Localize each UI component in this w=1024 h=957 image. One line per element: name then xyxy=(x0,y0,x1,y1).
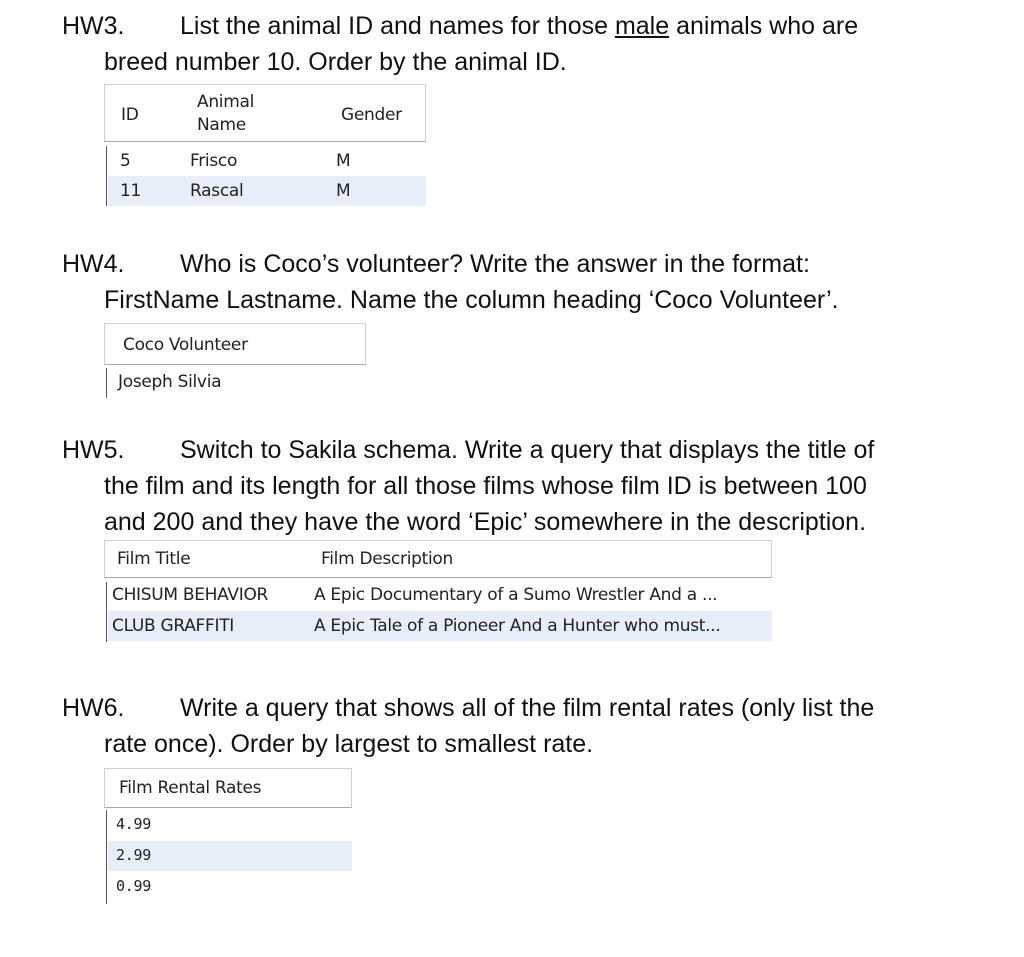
col-header-id[interactable]: ID xyxy=(121,105,139,125)
hw4-grid-header xyxy=(104,323,366,365)
table-row[interactable] xyxy=(108,580,772,610)
hw4-line1 xyxy=(62,246,839,282)
hw6-grid-header xyxy=(104,768,352,808)
hw3-line2: breed number 10. Order by the animal ID. xyxy=(104,48,567,76)
hw5-line2: the film and its length for all those films whose film ID is between 100 xyxy=(104,472,867,500)
hw4-label: HW4. xyxy=(62,250,125,278)
hw5-text-line1: Switch to Sakila schema. Write a query that displays the title of xyxy=(180,436,875,464)
hw3-result-grid xyxy=(104,84,426,209)
col-header-animal-name[interactable] xyxy=(197,91,254,137)
hw3-label: HW3. xyxy=(62,12,125,40)
hw4-text-line1: Who is Coco’s volunteer? Write the answer in the format: xyxy=(180,250,810,278)
hw6-question xyxy=(62,690,874,762)
hw3-line1 xyxy=(62,8,858,44)
hw5-line3: and 200 and they have the word ‘Epic’ somewhere in the description. xyxy=(104,508,867,536)
col-header-film-title[interactable]: Film Title xyxy=(117,549,191,569)
hw3-question xyxy=(62,8,858,80)
col-header-gender[interactable]: Gender xyxy=(341,105,402,125)
cell-gender: M xyxy=(336,151,351,171)
cell-film-title: CLUB GRAFFITI xyxy=(112,616,234,636)
table-row[interactable] xyxy=(108,872,352,902)
hw6-result-grid xyxy=(104,768,352,904)
cell-rate: 2.99 xyxy=(116,846,151,864)
hw3-text-before: List the animal ID and names for those xyxy=(180,12,615,40)
cell-film-title: CHISUM BEHAVIOR xyxy=(112,585,269,605)
row-indicator-bar xyxy=(106,368,107,398)
row-indicator-bar xyxy=(106,582,107,642)
hw5-grid-header xyxy=(104,540,772,578)
hw6-line1 xyxy=(62,690,874,726)
table-row[interactable] xyxy=(108,841,352,871)
table-row[interactable] xyxy=(108,367,366,397)
cell-film-description: A Epic Documentary of a Sumo Wrestler And a ... xyxy=(314,585,718,605)
table-row[interactable] xyxy=(108,146,426,176)
cell-gender: M xyxy=(336,181,351,201)
hw3-underlined-word: male xyxy=(614,12,670,40)
hw4-line2: FirstName Lastname. Name the column heading ‘Coco Volunteer’. xyxy=(104,286,839,314)
hw3-grid-header xyxy=(104,84,426,142)
hw6-line2: rate once). Order by largest to smallest rate. xyxy=(104,730,594,758)
cell-rate: 0.99 xyxy=(116,877,151,895)
cell-id: 11 xyxy=(120,181,142,201)
hw5-line1 xyxy=(62,432,874,468)
cell-name: Frisco xyxy=(190,151,238,171)
hw5-result-grid xyxy=(104,540,772,645)
hw4-result-grid xyxy=(104,323,366,398)
col-header-film-rental-rates[interactable]: Film Rental Rates xyxy=(119,778,262,798)
table-row[interactable] xyxy=(108,611,772,641)
col-header-animal-name-line1: Animal xyxy=(197,92,255,112)
hw3-text-after: animals who are xyxy=(669,12,859,40)
row-indicator-bar xyxy=(106,146,107,206)
table-row[interactable] xyxy=(108,176,426,206)
col-header-film-description[interactable]: Film Description xyxy=(321,549,453,569)
cell-id: 5 xyxy=(120,151,131,171)
cell-name: Rascal xyxy=(190,181,244,201)
hw5-question xyxy=(62,432,874,540)
col-header-animal-name-line2: Name xyxy=(197,115,246,135)
hw6-text-line1: Write a query that shows all of the film rental rates (only list the xyxy=(180,694,875,722)
cell-volunteer: Joseph Silvia xyxy=(118,372,222,392)
col-header-coco-volunteer[interactable]: Coco Volunteer xyxy=(123,335,248,355)
row-indicator-bar xyxy=(106,810,107,904)
hw5-label: HW5. xyxy=(62,436,125,464)
hw6-label: HW6. xyxy=(62,694,125,722)
hw4-question xyxy=(62,246,839,318)
cell-rate: 4.99 xyxy=(116,815,151,833)
table-row[interactable] xyxy=(108,810,352,840)
cell-film-description: A Epic Tale of a Pioneer And a Hunter who must... xyxy=(314,616,721,636)
